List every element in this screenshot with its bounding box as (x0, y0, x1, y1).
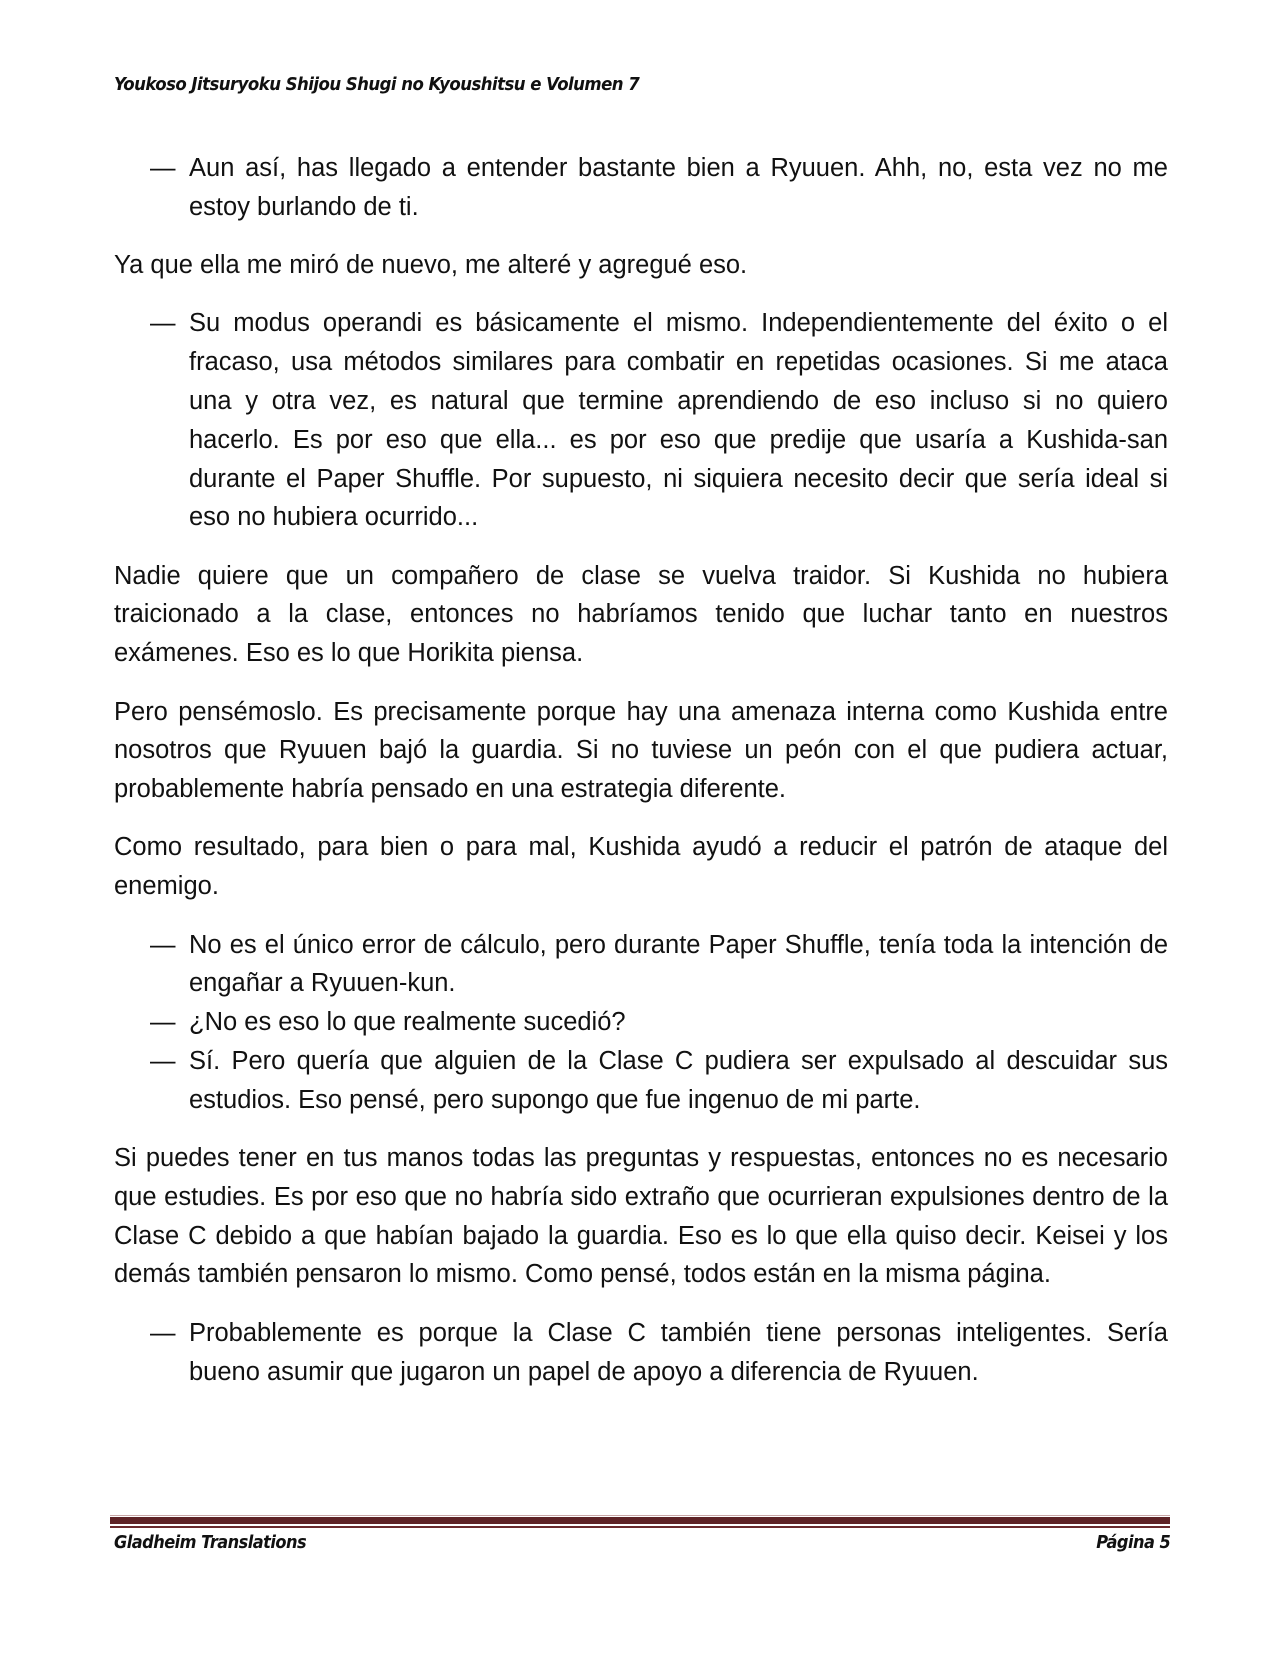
paragraph: Nadie quiere que un compañero de clase se vuelva traidor. Si Kushida no hubiera traicionado a la clase, entonces no habríamos tenido que luchar tanto en nuestros exámenes. Eso es lo que Horikita piensa. (114, 561, 1168, 668)
em-dash: — (150, 1046, 176, 1075)
page-number: Página 5 (1096, 1532, 1170, 1553)
dialogue-block (114, 1314, 1168, 1392)
body-text (114, 149, 1168, 1411)
dialogue-text: ¿No es eso lo que realmente sucedió? (189, 1008, 626, 1037)
em-dash: — (150, 309, 176, 338)
dialogue-text: Su modus operandi es básicamente el mismo. Independientemente del éxito o el fracaso, usa métodos similares para combatir en repetidas ocasiones. Si me ataca una y otra vez, es natural que termine aprendiendo de eso incluso si no quiero hacerlo. Es por eso que ella... es por eso que predije que usaría a Kushida-san durante el Paper Shuffle. Por supuesto, ni siquiera necesito decir que sería ideal si eso no hubiera ocurrido... (189, 309, 1168, 532)
dialogue-block (114, 926, 1168, 1120)
dialogue-text: No es el único error de cálculo, pero durante Paper Shuffle, tenía toda la intención de engañar a Ryuuen-kun. (189, 930, 1168, 998)
footer-credit: Gladheim Translations (114, 1532, 307, 1553)
dialogue-line (114, 149, 1168, 227)
footer-rule-thick-band (110, 1517, 1170, 1524)
dialogue-text: Sí. Pero quería que alguien de la Clase C pudiera ser expulsado al descuidar sus estudios. Eso pensé, pero supongo que fue ingenuo de mi parte. (189, 1046, 1168, 1114)
paragraph: Si puedes tener en tus manos todas las preguntas y respuestas, entonces no es necesario que estudies. Es por eso que no habría sido extraño que ocurrieran expulsiones dentro de la Clase C debido a que habían bajado la guardia. Eso es lo que ella quiso decir. Keisei y los demás también pensaron lo mismo. Como pensé, todos están en la misma página. (114, 1144, 1168, 1289)
footer-rule-thin-line (110, 1515, 1170, 1516)
dialogue-text: Probablemente es porque la Clase C también tiene personas inteligentes. Sería bueno asumir que jugaron un papel de apoyo a diferencia de Ryuuen. (189, 1318, 1168, 1386)
dialogue-line (114, 1042, 1168, 1120)
dialogue-block (114, 149, 1168, 227)
paragraph: Pero pensémoslo. Es precisamente porque hay una amenaza interna como Kushida entre nosotros que Ryuuen bajó la guardia. Si no tuviese un peón con el que pudiera actuar, probablemente habría pensado en una estrategia diferente. (114, 697, 1168, 804)
em-dash: — (150, 930, 176, 959)
em-dash: — (150, 1318, 176, 1347)
em-dash: — (150, 1008, 176, 1037)
footer-rule-bottom-line (110, 1526, 1170, 1528)
dialogue-line (114, 926, 1168, 1004)
em-dash: — (150, 154, 176, 182)
paragraph: Ya que ella me miró de nuevo, me alteré y agregué eso. (114, 251, 748, 280)
paragraph: Como resultado, para bien o para mal, Kushida ayudó a reducir el patrón de ataque del enemigo. (114, 833, 1168, 901)
dialogue-block (114, 304, 1168, 537)
dialogue-text: Aun así, has llegado a entender bastante bien a Ryuuen. Ahh, no, esta vez no me estoy burlando de ti. (189, 154, 1168, 221)
dialogue-line (114, 1314, 1168, 1392)
footer-rule (110, 1515, 1170, 1529)
dialogue-line (114, 1003, 1168, 1042)
dialogue-line (114, 304, 1168, 537)
running-header-title: Youkoso Jitsuryoku Shijou Shugi no Kyoushitsu e Volumen 7 (114, 74, 640, 95)
